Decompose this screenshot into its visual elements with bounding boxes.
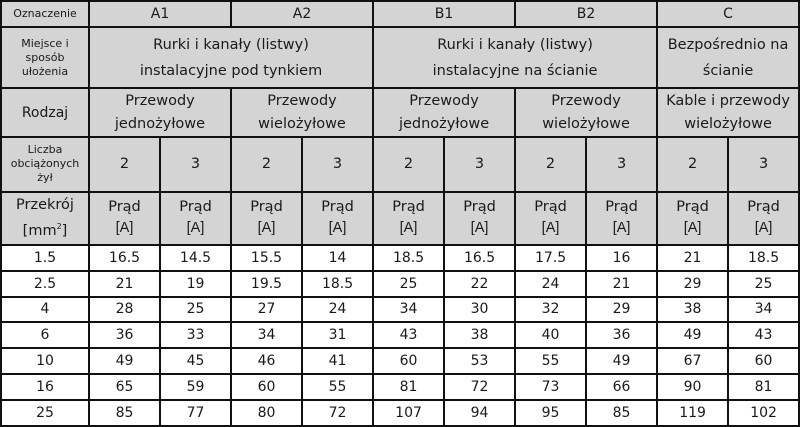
loaded-cores-cell: 2 [373,137,444,192]
current-value-cell: 55 [302,374,373,400]
placement-text-line2: ścianie [702,62,754,79]
loaded-cores-cell: 2 [231,137,302,192]
current-value-cell: 25 [728,271,799,297]
placement-text-line2: instalacyjne pod tynkiem [139,62,323,79]
current-value-cell: 29 [586,297,657,323]
current-value-cell: 41 [302,348,373,374]
type-line1: Przewody [551,92,621,109]
current-value-cell: 59 [160,374,231,400]
current-value-cell: 46 [231,348,302,374]
section-unit-open: [mm [22,222,57,239]
current-value-cell: 40 [515,322,586,348]
current-value-cell: 90 [657,374,728,400]
current-value-cell: 33 [160,322,231,348]
current-value-cell: 45 [160,348,231,374]
group-header-a2: A2 [231,1,373,27]
current-header-label: Prąd [676,199,709,216]
current-value-cell: 19 [160,271,231,297]
current-header [302,192,373,245]
current-value-cell: 16 [586,245,657,271]
current-value-cell: 38 [444,322,515,348]
table-row [1,348,799,374]
type-line1: Kable i przewody [666,92,790,109]
current-value-cell: 18.5 [302,271,373,297]
current-header-unit: [A] [115,220,134,237]
type-label: Rodzaj [1,88,89,137]
current-value-cell: 73 [515,374,586,400]
type-line1: Przewody [125,92,195,109]
current-value-cell: 34 [728,297,799,323]
current-header-label: Prąd [321,199,354,216]
placement-on-wall [373,27,657,88]
current-value-cell: 31 [302,322,373,348]
current-header-unit: [A] [257,220,276,237]
current-value-cell: 60 [231,374,302,400]
loaded-cores-cell: 2 [89,137,160,192]
type-line2: wielożyłowe [542,115,630,132]
placement-text-line1: Bezpośrednio na [667,36,789,53]
section-header-unit [2,216,88,242]
loaded-cores-cell: 3 [728,137,799,192]
current-value-cell: 14.5 [160,245,231,271]
current-value-cell: 19.5 [231,271,302,297]
current-value-cell: 65 [89,374,160,400]
current-value-cell: 16.5 [89,245,160,271]
current-header-label: Prąd [250,199,283,216]
current-value-cell: 25 [373,271,444,297]
table-row [1,297,799,323]
current-value-cell: 102 [728,400,799,426]
current-value-cell: 49 [89,348,160,374]
current-value-cell: 15.5 [231,245,302,271]
current-header-unit: [A] [328,220,347,237]
current-value-cell: 21 [89,271,160,297]
current-value-cell: 36 [89,322,160,348]
current-value-cell: 36 [586,322,657,348]
cross-section-cell: 16 [1,374,89,400]
current-value-cell: 85 [586,400,657,426]
current-value-cell: 25 [160,297,231,323]
current-header-label: Prąd [108,199,141,216]
cross-section-cell: 2.5 [1,271,89,297]
loaded-cores-cell: 3 [444,137,515,192]
current-value-cell: 29 [657,271,728,297]
placement-text-line1: Rurki i kanały (listwy) [153,36,309,53]
current-header [515,192,586,245]
current-header [373,192,444,245]
current-value-cell: 67 [657,348,728,374]
current-header [231,192,302,245]
placement-label-line2: sposób [25,50,65,64]
current-value-cell: 30 [444,297,515,323]
current-value-cell: 22 [444,271,515,297]
type-a2 [231,88,373,137]
header-row-designation [1,1,799,27]
current-header-label: Prąd [179,199,212,216]
group-header-a1: A1 [89,1,231,27]
current-value-cell: 81 [373,374,444,400]
loaded-cores-label-line3: żył [37,171,53,185]
current-value-cell: 53 [444,348,515,374]
type-line1: Przewody [409,92,479,109]
cross-section-cell: 1.5 [1,245,89,271]
type-line2: jednożyłowe [114,115,206,132]
table-row [1,271,799,297]
current-header-label: Prąd [605,199,638,216]
loaded-cores-label-line1: Liczba [27,143,63,157]
current-value-cell: 72 [302,400,373,426]
current-header-unit: [A] [186,220,205,237]
current-value-cell: 94 [444,400,515,426]
type-b2 [515,88,657,137]
type-a1 [89,88,231,137]
cross-section-cell: 4 [1,297,89,323]
section-header [1,192,89,245]
current-value-cell: 119 [657,400,728,426]
current-header-label: Prąd [463,199,496,216]
loaded-cores-cell: 3 [160,137,231,192]
current-header-unit: [A] [754,220,773,237]
designation-label: Oznaczenie [1,1,89,27]
group-header-b1: B1 [373,1,515,27]
current-header-unit: [A] [470,220,489,237]
loaded-cores-label [1,137,89,192]
placement-label-line1: Miejsce i [21,36,69,50]
current-value-cell: 18.5 [373,245,444,271]
section-unit-superscript: 2 [56,221,62,231]
table-row [1,322,799,348]
current-value-cell: 60 [728,348,799,374]
current-header-unit: [A] [399,220,418,237]
cross-section-cell: 25 [1,400,89,426]
current-header [728,192,799,245]
current-value-cell: 34 [373,297,444,323]
current-value-cell: 107 [373,400,444,426]
header-row-type [1,88,799,137]
current-value-cell: 77 [160,400,231,426]
current-value-cell: 28 [89,297,160,323]
type-b1 [373,88,515,137]
placement-text-line2: instalacyjne na ścianie [432,62,598,79]
current-value-cell: 55 [515,348,586,374]
table-body [1,245,799,426]
current-header-label: Prąd [747,199,780,216]
loaded-cores-label-line2: obciążonych [10,157,80,171]
current-value-cell: 24 [515,271,586,297]
current-value-cell: 27 [231,297,302,323]
section-unit-close: ] [61,222,68,239]
type-c [657,88,799,137]
current-header-label: Prąd [534,199,567,216]
current-value-cell: 14 [302,245,373,271]
cross-section-cell: 6 [1,322,89,348]
type-line2: wielożyłowe [684,115,772,132]
loaded-cores-cell: 3 [302,137,373,192]
group-header-c: C [657,1,799,27]
placement-label [1,27,89,88]
type-line1: Przewody [267,92,337,109]
placement-under-plaster [89,27,373,88]
section-header-label: Przekrój [16,196,74,213]
current-value-cell: 60 [373,348,444,374]
table-row [1,245,799,271]
table-row [1,400,799,426]
current-value-cell: 43 [728,322,799,348]
loaded-cores-cell: 2 [515,137,586,192]
type-line2: jednożyłowe [398,115,490,132]
current-value-cell: 80 [231,400,302,426]
current-value-cell: 85 [89,400,160,426]
current-value-cell: 66 [586,374,657,400]
current-header [586,192,657,245]
current-header [657,192,728,245]
loaded-cores-cell: 3 [586,137,657,192]
placement-label-line3: ułożenia [21,64,69,78]
current-value-cell: 95 [515,400,586,426]
header-row-loaded-cores [1,137,799,192]
current-value-cell: 49 [586,348,657,374]
current-value-cell: 34 [231,322,302,348]
current-value-cell: 18.5 [728,245,799,271]
header-row-units [1,192,799,245]
current-value-cell: 24 [302,297,373,323]
group-header-b2: B2 [515,1,657,27]
current-value-cell: 21 [657,245,728,271]
current-header [444,192,515,245]
current-value-cell: 21 [586,271,657,297]
placement-direct-on-wall [657,27,799,88]
current-header [160,192,231,245]
current-value-cell: 17.5 [515,245,586,271]
current-header-unit: [A] [612,220,631,237]
current-header-unit: [A] [683,220,702,237]
current-value-cell: 49 [657,322,728,348]
type-line2: wielożyłowe [258,115,346,132]
current-value-cell: 32 [515,297,586,323]
current-header [89,192,160,245]
cross-section-cell: 10 [1,348,89,374]
loaded-cores-cell: 2 [657,137,728,192]
table-row [1,374,799,400]
header-row-placement [1,27,799,88]
placement-text-line1: Rurki i kanały (listwy) [437,36,593,53]
current-value-cell: 43 [373,322,444,348]
current-header-unit: [A] [541,220,560,237]
current-header-label: Prąd [392,199,425,216]
current-value-cell: 81 [728,374,799,400]
current-value-cell: 72 [444,374,515,400]
current-value-cell: 38 [657,297,728,323]
current-value-cell: 16.5 [444,245,515,271]
